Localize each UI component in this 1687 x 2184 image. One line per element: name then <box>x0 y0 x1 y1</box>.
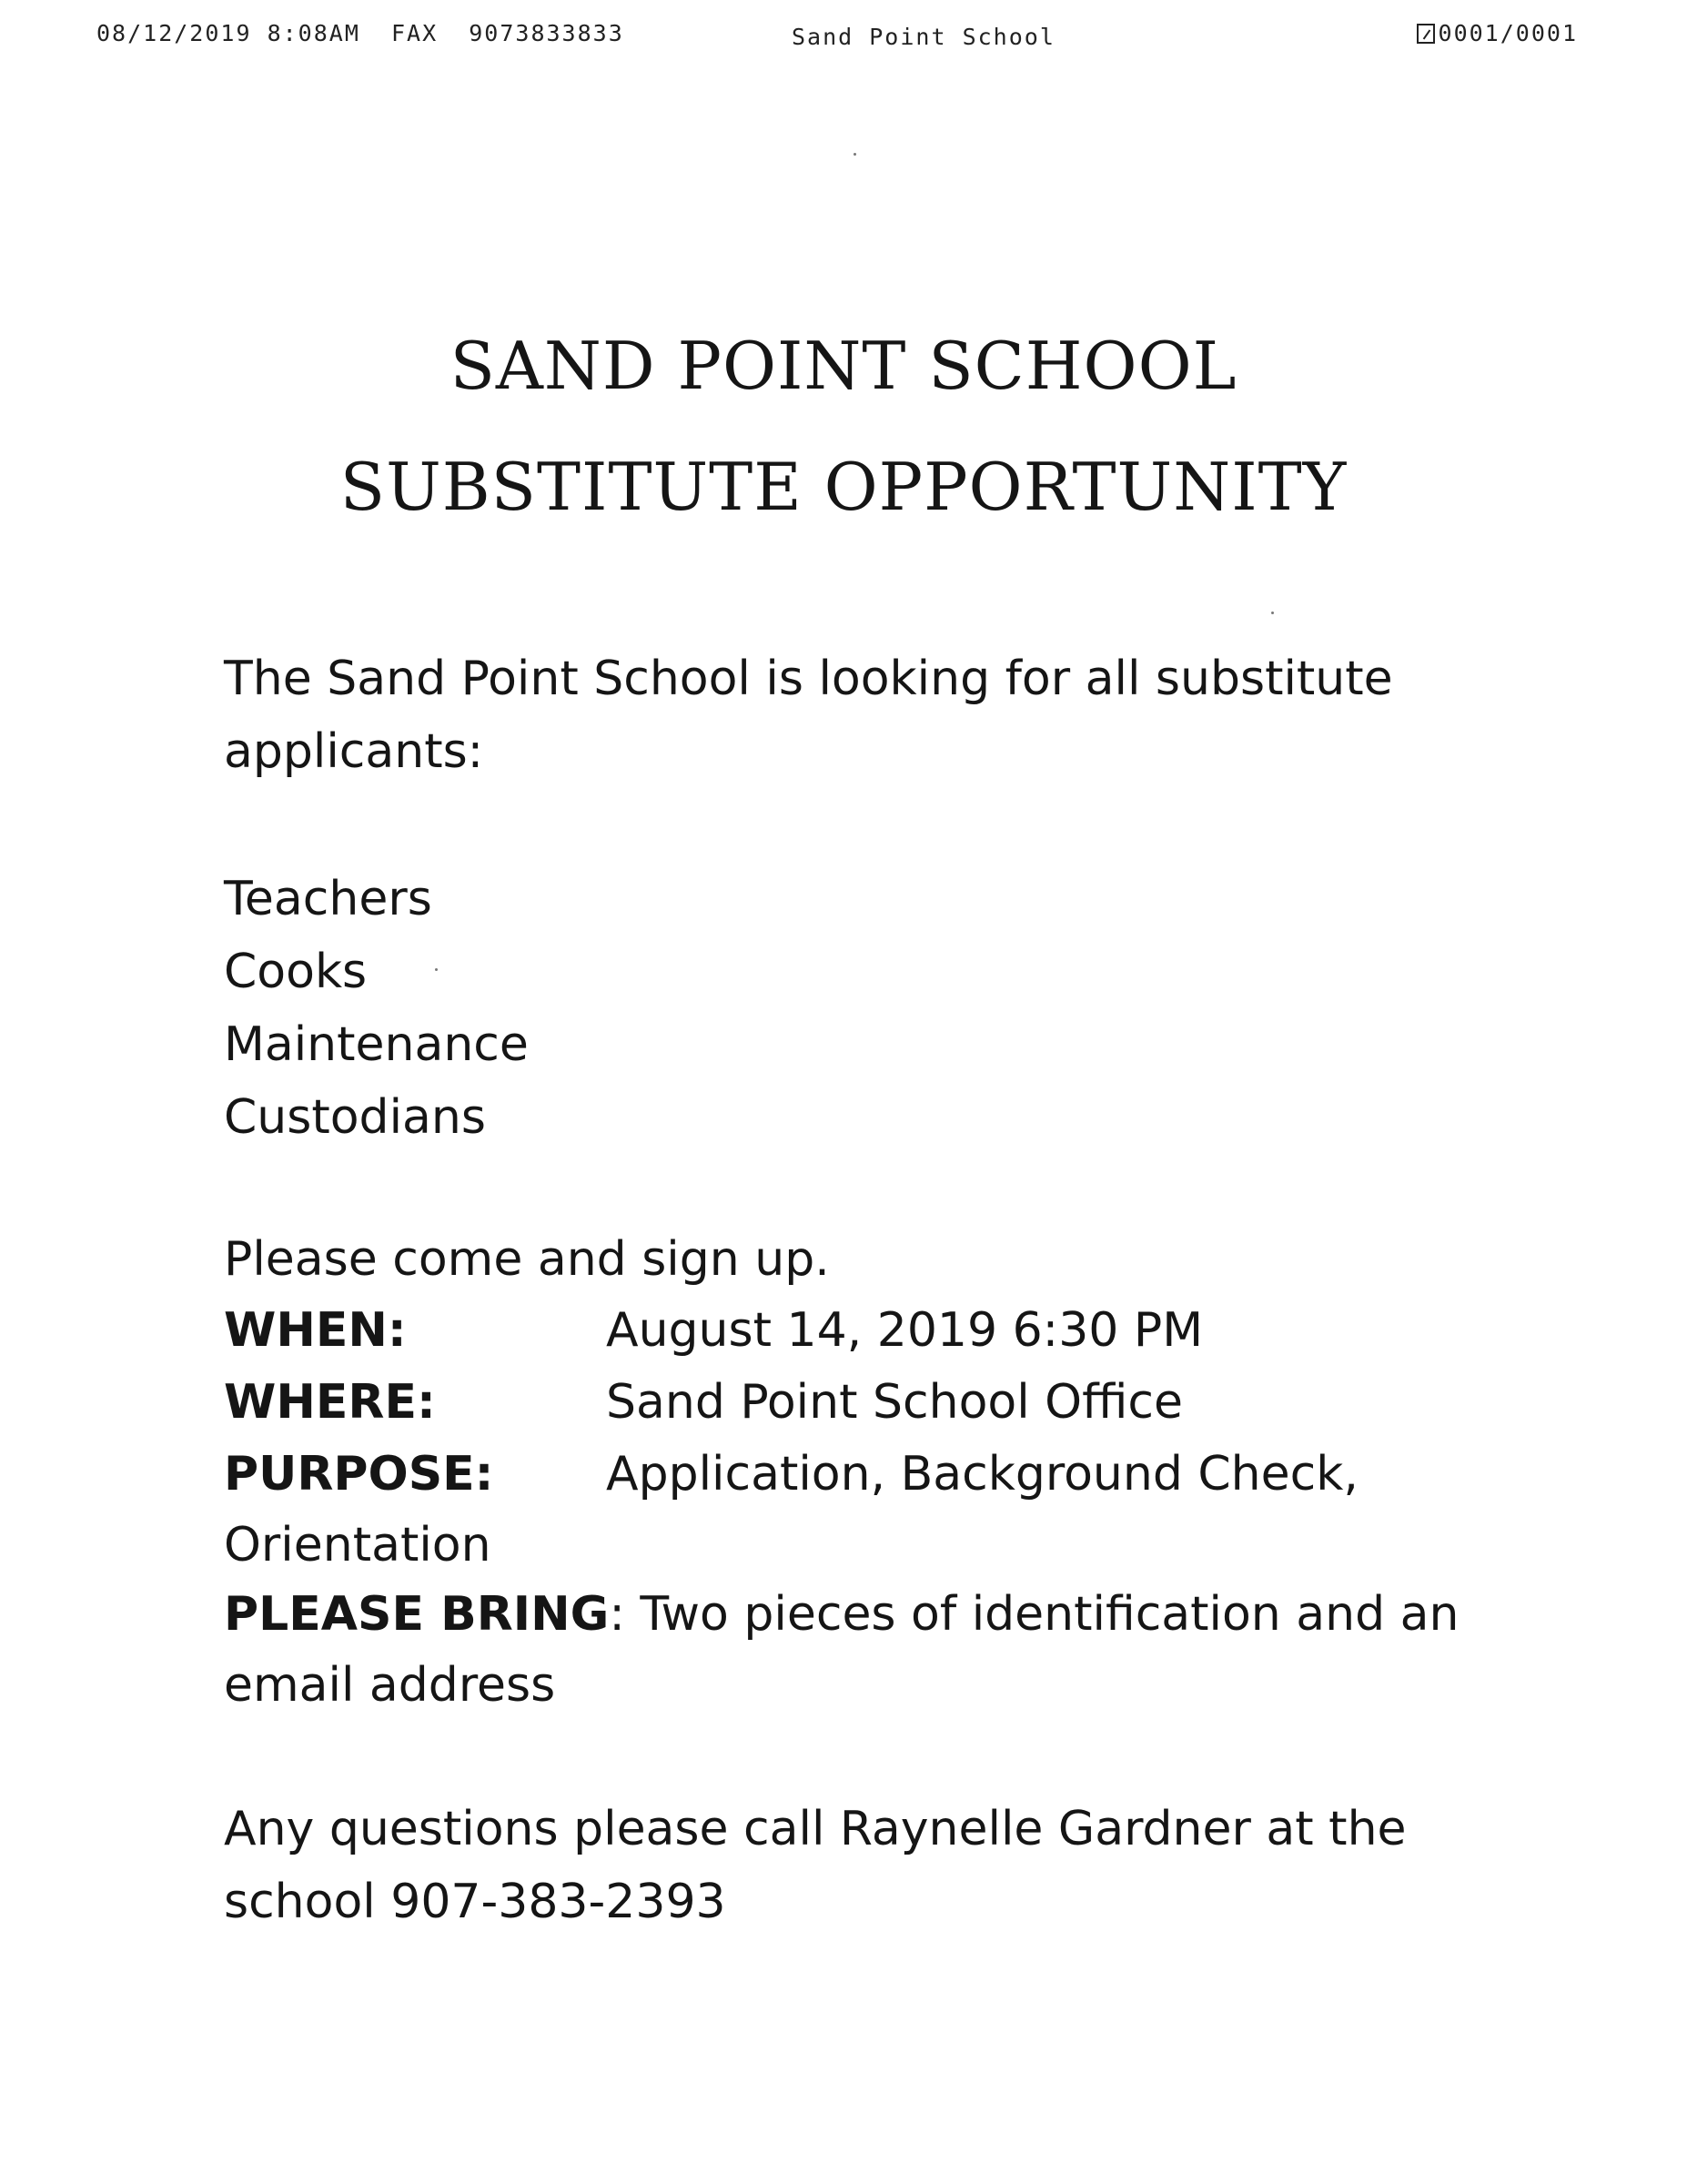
contact-paragraph <box>224 1793 1498 1938</box>
role-item: Cooks <box>224 945 368 999</box>
fax-page-count: 0001/0001 <box>1438 20 1578 46</box>
detail-purpose-value: Application, Background Check, <box>606 1447 1359 1502</box>
detail-bring-colon: : <box>609 1587 625 1642</box>
role-item: Custodians <box>224 1090 486 1145</box>
title-line-2: SUBSTITUTE OPPORTUNITY <box>339 449 1348 525</box>
detail-purpose-label: PURPOSE: <box>224 1447 494 1502</box>
signup-text: Please come and sign up. <box>224 1232 830 1287</box>
detail-bring-value: Two pieces of identification and an <box>624 1587 1460 1642</box>
contact-line-2: school 907-383-2393 <box>224 1875 726 1929</box>
detail-where-value: Sand Point School Office <box>606 1375 1183 1430</box>
detail-purpose-continuation: Orientation <box>224 1518 491 1572</box>
fax-label: FAX <box>390 20 439 46</box>
role-item: Maintenance <box>224 1017 529 1072</box>
fax-transmission-info <box>96 20 624 46</box>
fax-header <box>0 20 1687 56</box>
fax-page-icon <box>1417 24 1435 44</box>
detail-purpose <box>224 1438 1498 1511</box>
fax-sender: Sand Point School <box>792 24 1056 50</box>
scan-speck <box>854 153 856 156</box>
detail-bring-label: PLEASE BRING <box>224 1587 610 1642</box>
fax-page-info <box>1417 20 1578 46</box>
role-item: Teachers <box>224 872 432 926</box>
scan-speck <box>435 968 438 971</box>
detail-when-label: WHEN: <box>224 1303 407 1358</box>
intro-paragraph <box>224 642 1480 788</box>
detail-bring-continuation: email address <box>224 1658 556 1713</box>
fax-number: 9073833833 <box>469 20 624 46</box>
fax-datetime: 08/12/2019 8:08AM <box>96 20 360 46</box>
intro-line-2: applicants: <box>224 724 484 779</box>
detail-bring <box>224 1578 1498 1651</box>
scan-speck <box>1271 612 1274 614</box>
detail-where-label: WHERE: <box>224 1375 436 1430</box>
detail-when <box>224 1294 1498 1367</box>
detail-where <box>224 1366 1498 1439</box>
intro-line-1: The Sand Point School is looking for all substitute <box>224 652 1393 706</box>
title-line-1: SAND POINT SCHOOL <box>450 328 1237 404</box>
detail-when-value: August 14, 2019 6:30 PM <box>606 1303 1204 1358</box>
roles-list <box>224 863 529 1154</box>
contact-line-1: Any questions please call Raynelle Gardner at the <box>224 1802 1407 1856</box>
